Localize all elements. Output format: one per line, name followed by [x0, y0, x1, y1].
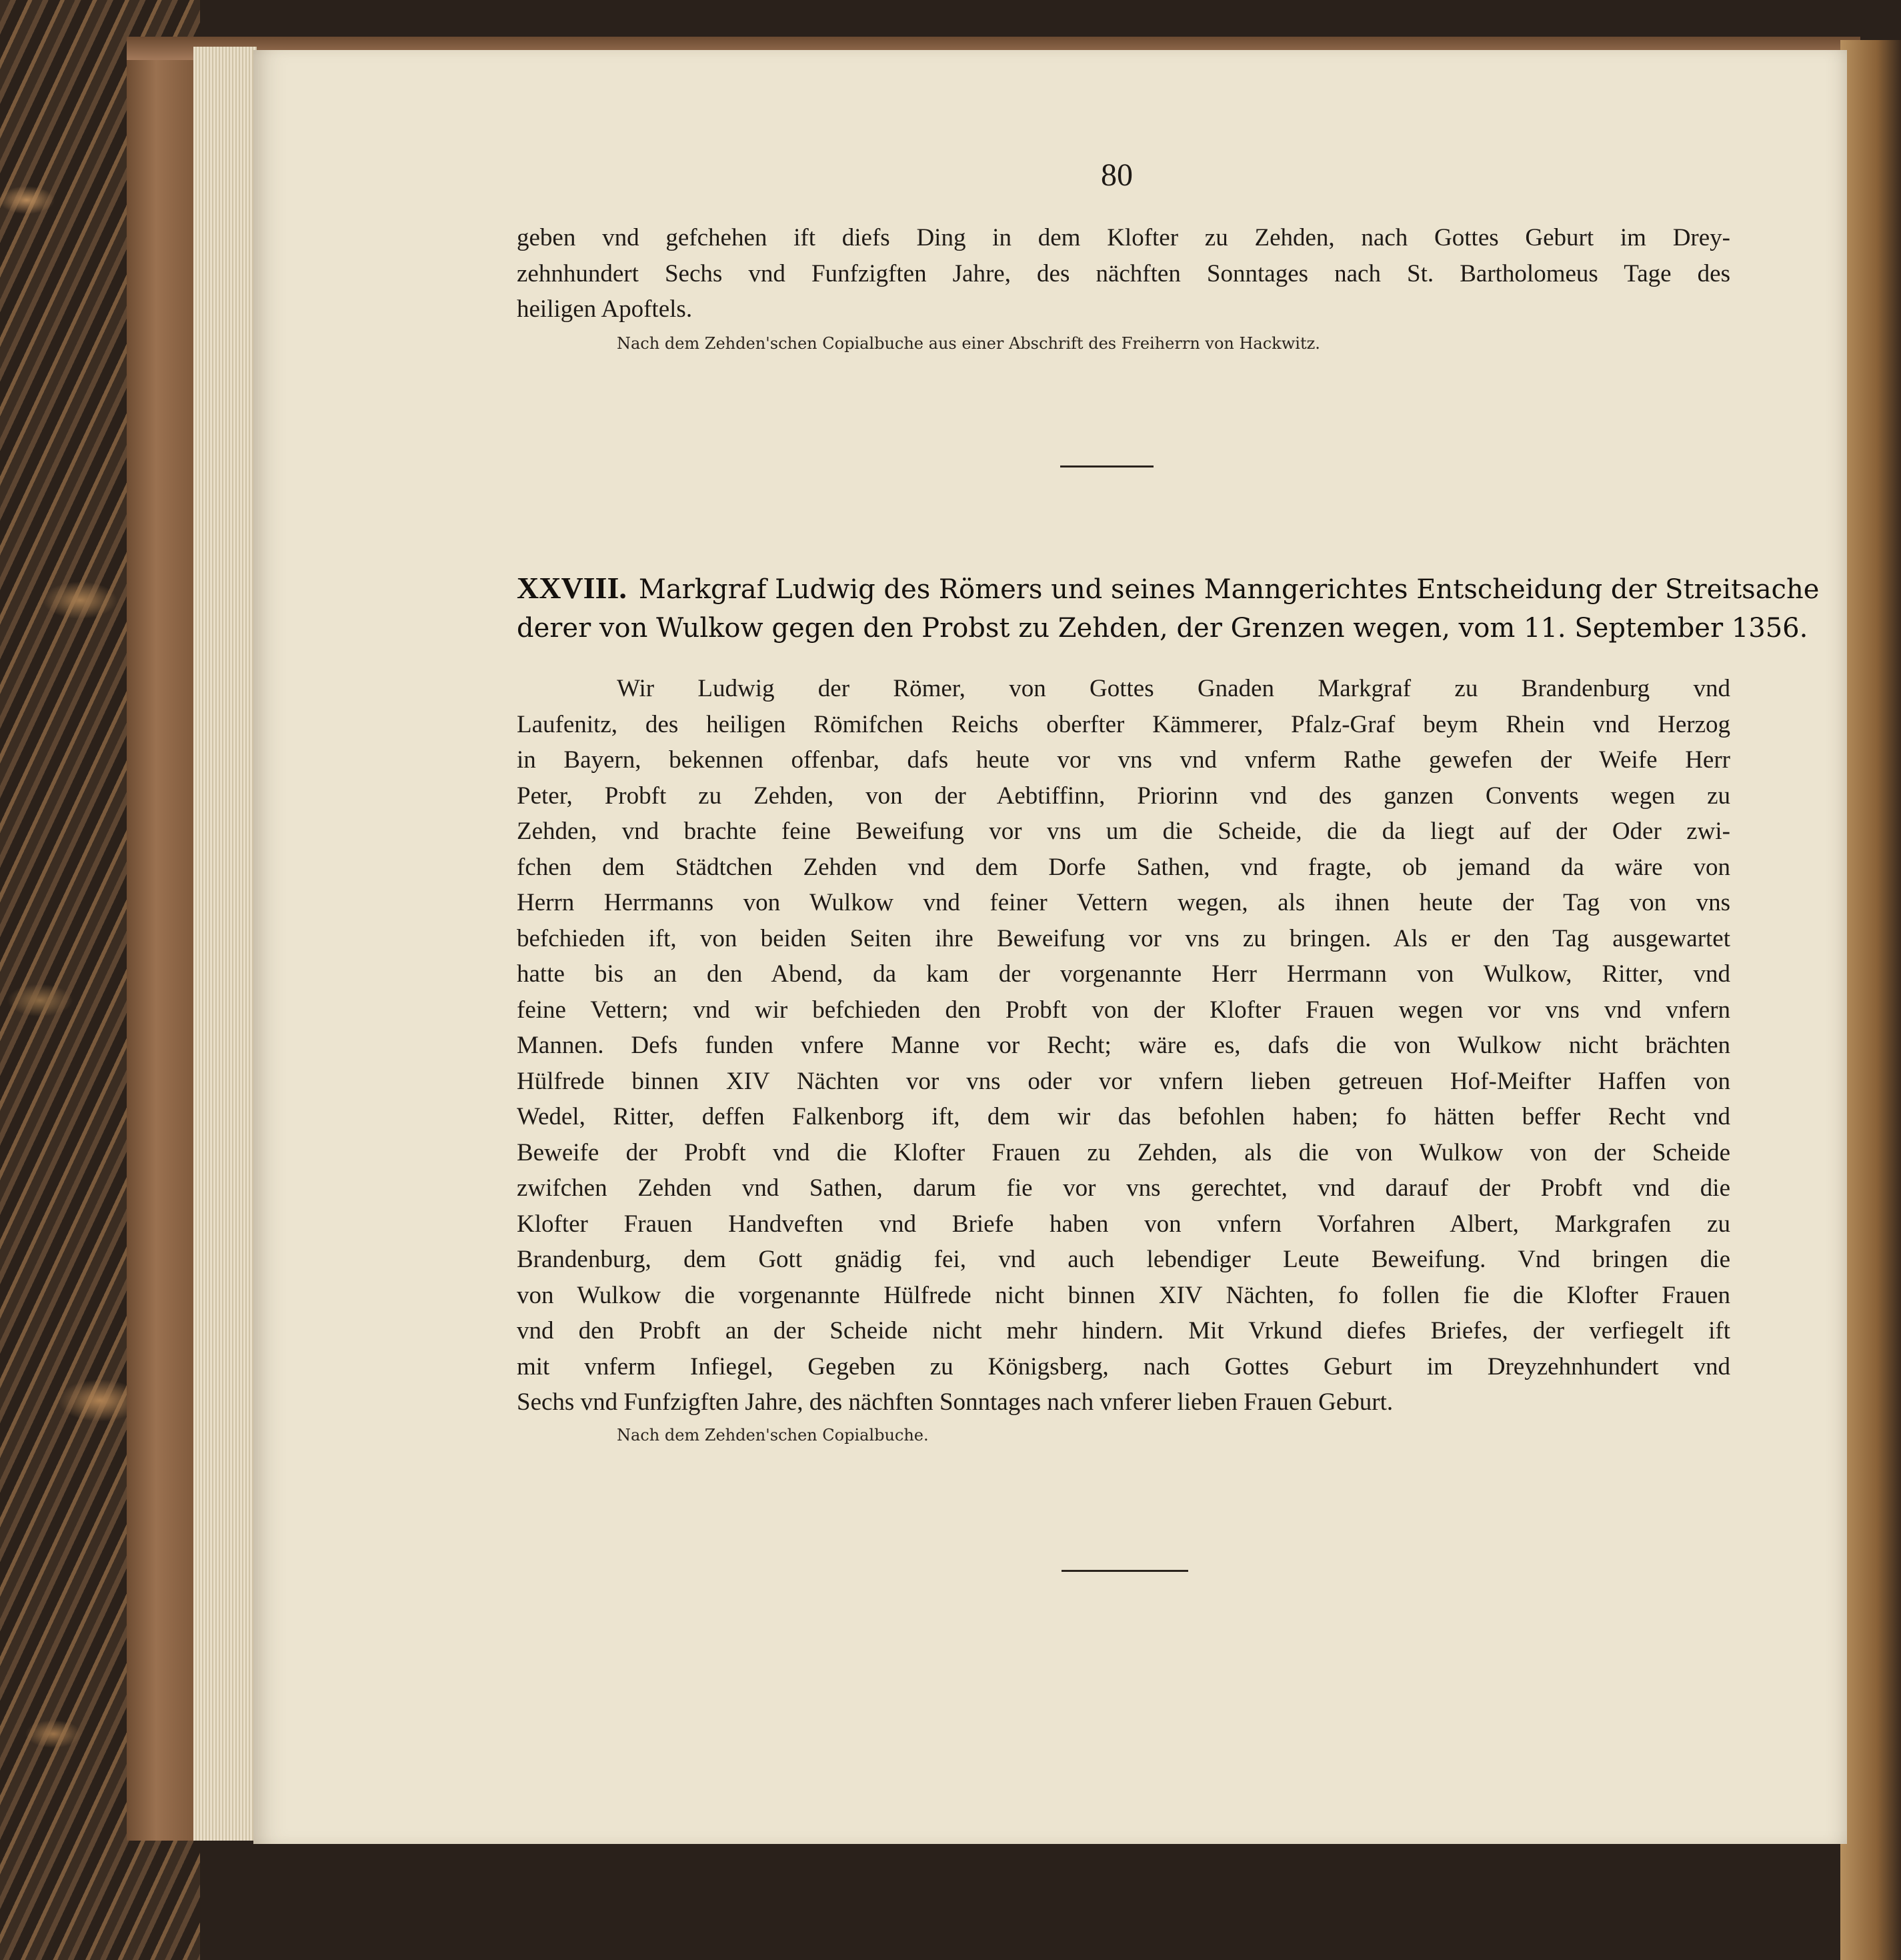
- text-line: feine Vettern; vnd wir befchieden den Probft von der Klofter Frauen wegen vor vns vnd vnfern: [517, 996, 1730, 1024]
- document-number: XXVIII.: [517, 571, 627, 605]
- text-line: hatte bis an den Abend, da kam der vorgenannte Herr Herrmann von Wulkow, Ritter, vnd: [517, 960, 1730, 988]
- text-line: Wedel, Ritter, deffen Falkenborg ift, dem wir das befohlen haben; fo hätten beffer Recht vnd: [517, 1103, 1730, 1130]
- text-line: Peter, Probft zu Zehden, von der Aebtiffinn, Priorinn vnd des ganzen Convents wegen zu: [517, 782, 1730, 810]
- text-line: heiligen Apoftels.: [517, 295, 693, 323]
- text-line: befchieden ift, von beiden Seiten ihre Beweifung vor vns zu bringen. Als er den Tag ausgewartet: [517, 924, 1730, 952]
- text-line: Wir Ludwig der Römer, von Gottes Gnaden Markgraf zu Brandenburg vnd: [617, 675, 1730, 702]
- page-stack-edges: [193, 47, 257, 1841]
- text-line: Herrn Herrmanns von Wulkow vnd feiner Vettern wegen, als ihnen heute der Tag von vns: [517, 889, 1730, 916]
- continuation-paragraph: [517, 220, 1730, 353]
- text-line: zehnhundert Sechs vnd Funfzigften Jahre, des nächften Sonntages nach St. Bartholomeus Tage des: [517, 259, 1730, 287]
- heading-line: [517, 568, 1820, 608]
- text-line: Zehden, vnd brachte feine Beweifung vor vns um die Scheide, die da liegt auf der Oder zwi-: [517, 818, 1730, 845]
- document-body: [517, 671, 1730, 1444]
- text-line: Mannen. Defs funden vnfere Manne vor Recht; wäre es, dafs die von Wulkow nicht brächten: [517, 1032, 1730, 1059]
- heading-text: Markgraf Ludwig des Römers und seines Manngerichtes Entscheidung der Streitsache: [638, 574, 1820, 605]
- book-spine: [127, 40, 200, 1841]
- text-line: in Bayern, bekennen offenbar, dafs heute vor vns vnd vnferm Rathe gewefen der Weife Herr: [517, 746, 1730, 774]
- text-line: von Wulkow die vorgenannte Hülfrede nicht binnen XIV Nächten, fo follen fie die Klofter Frauen: [517, 1281, 1730, 1309]
- text-line: zwifchen Zehden vnd Sathen, darum fie vor vns gerechtet, vnd darauf der Probft vnd die: [517, 1174, 1730, 1202]
- page-number: 80: [1101, 157, 1133, 193]
- section-divider: [1060, 465, 1154, 467]
- text-line: fchen dem Städtchen Zehden vnd dem Dorfe Sathen, vnd fragte, ob jemand da wäre von: [517, 853, 1730, 881]
- text-line: Sechs vnd Funfzigften Jahre, des nächften Sonntages nach vnferer lieben Frauen Geburt.: [517, 1388, 1394, 1416]
- source-note: Nach dem Zehden'schen Copialbuche aus einer Abschrift des Freiherrn von Hackwitz.: [617, 333, 1320, 353]
- heading-line: derer von Wulkow gegen den Probst zu Zehden, der Grenzen wegen, vom 11. September 1356.: [517, 613, 1808, 644]
- text-line: Brandenburg, dem Gott gnädig fei, vnd auch lebendiger Leute Beweifung. Vnd bringen die: [517, 1246, 1730, 1273]
- end-divider: [1062, 1570, 1188, 1572]
- text-line: Hülfrede binnen XIV Nächten vor vns oder vor vnfern lieben getreuen Hof-Meifter Haffen von: [517, 1067, 1730, 1095]
- text-line: Klofter Frauen Handveften vnd Briefe haben von vnfern Vorfahren Albert, Markgrafen zu: [517, 1210, 1730, 1238]
- document-heading: [517, 568, 1820, 648]
- text-line: Laufenitz, des heiligen Römifchen Reichs oberfter Kämmerer, Pfalz-Graf beym Rhein vnd Herzog: [517, 710, 1730, 738]
- facing-page-edge: [1840, 40, 1901, 1960]
- source-note: Nach dem Zehden'schen Copialbuche.: [617, 1425, 929, 1444]
- text-line: vnd den Probft an der Scheide nicht mehr hindern. Mit Vrkund diefes Briefes, der verfiegelt ift: [517, 1317, 1730, 1344]
- text-line: mit vnferm Infiegel, Gegeben zu Königsberg, nach Gottes Geburt im Dreyzehnhundert vnd: [517, 1352, 1730, 1380]
- text-line: geben vnd gefchehen ift diefs Ding in dem Klofter zu Zehden, nach Gottes Geburt im Drey-: [517, 224, 1730, 251]
- text-line: Beweife der Probft vnd die Klofter Frauen zu Zehden, als die von Wulkow von der Scheide: [517, 1138, 1730, 1166]
